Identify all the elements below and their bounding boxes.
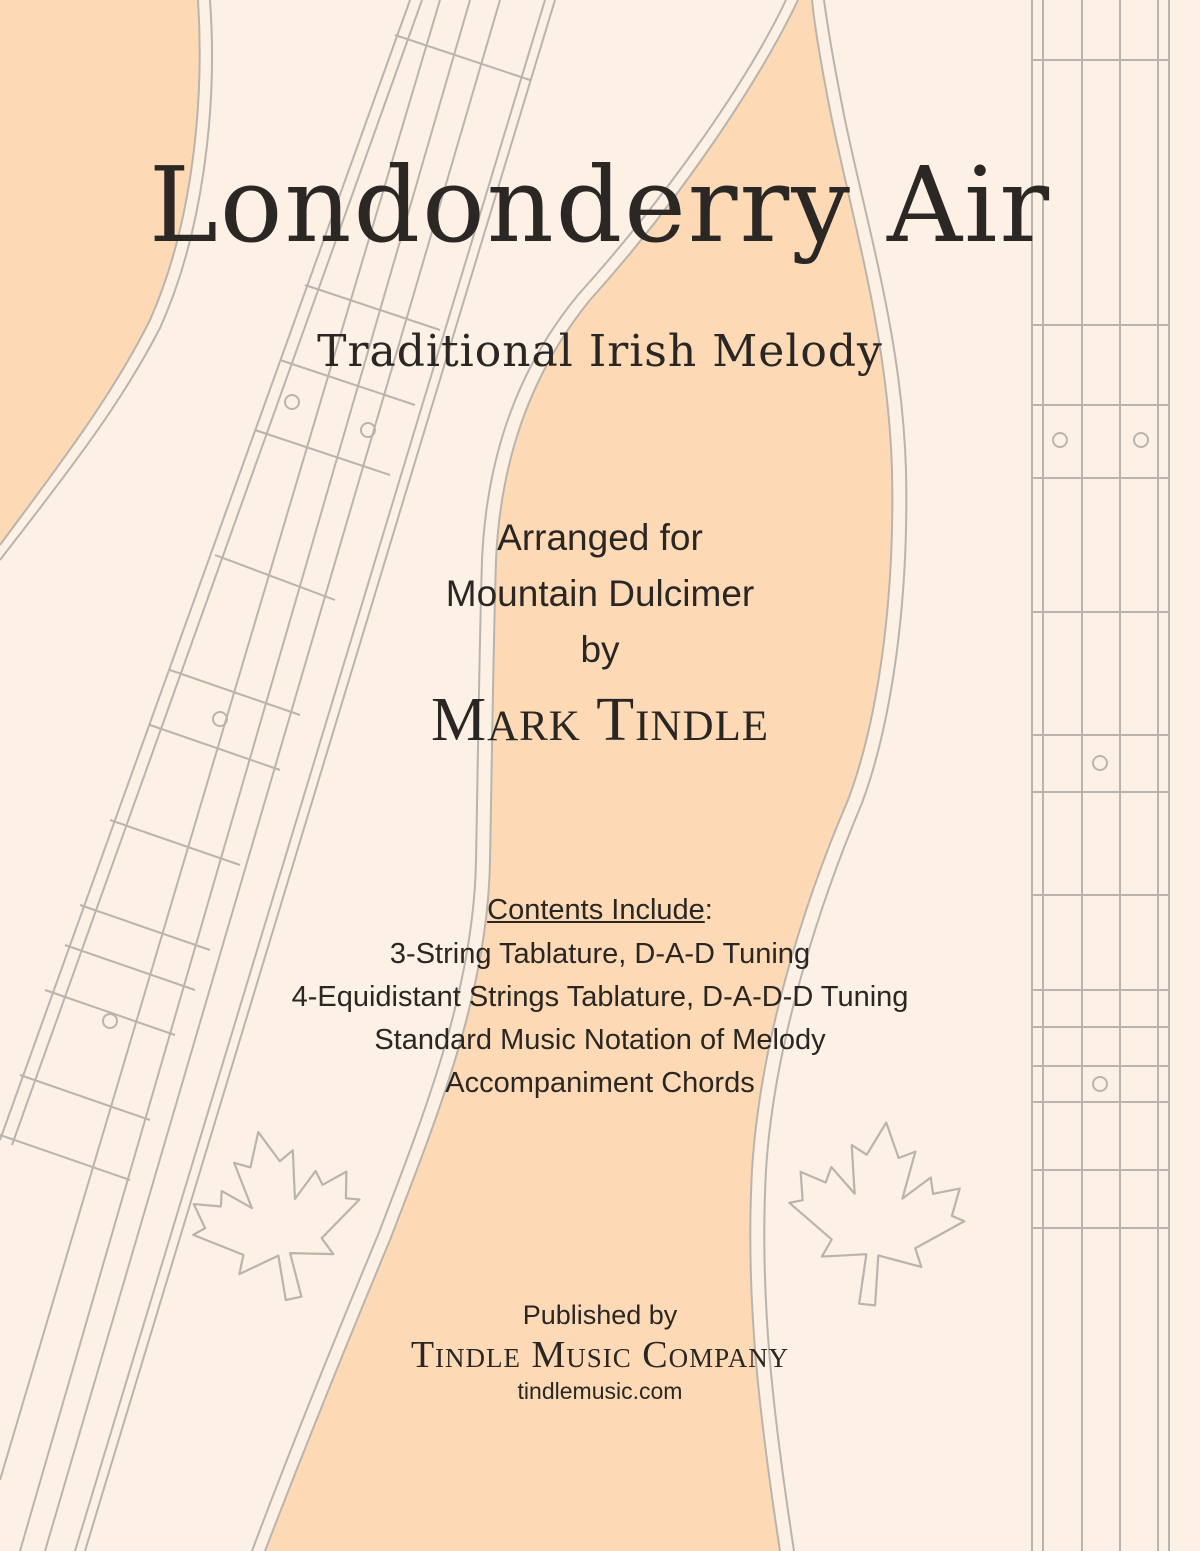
published-by-line: Published by bbox=[522, 1300, 678, 1330]
cover-subtitle: Traditional Irish Melody bbox=[317, 326, 883, 377]
cover-title: Londonderry Air bbox=[148, 144, 1052, 266]
contents-list bbox=[0, 933, 1200, 1105]
contents-heading bbox=[0, 890, 1200, 930]
contents-item: 3-String Tablature, D-A-D Tuning bbox=[389, 938, 811, 970]
peach-corner-shape bbox=[0, 0, 200, 545]
contents-item: Standard Music Notation of Melody bbox=[374, 1024, 826, 1056]
publisher-website: tindlemusic.com bbox=[517, 1378, 683, 1404]
contents-heading-label: Contents Include bbox=[487, 894, 705, 926]
author-name: Mark Tindle bbox=[430, 686, 770, 754]
publisher-name: Tindle Music Company bbox=[410, 1334, 790, 1376]
contents-item: 4-Equidistant Strings Tablature, D-A-D-D Tuning bbox=[291, 981, 909, 1013]
contents-heading-colon: : bbox=[704, 894, 713, 926]
maple-leaf-icon bbox=[780, 1113, 974, 1313]
contents-item: Accompaniment Chords bbox=[445, 1067, 755, 1099]
maple-leaf-icon bbox=[175, 1114, 377, 1316]
arranged-for-line: Arranged for bbox=[497, 517, 703, 558]
instrument-line: Mountain Dulcimer bbox=[445, 573, 755, 614]
by-line: by bbox=[580, 629, 620, 670]
